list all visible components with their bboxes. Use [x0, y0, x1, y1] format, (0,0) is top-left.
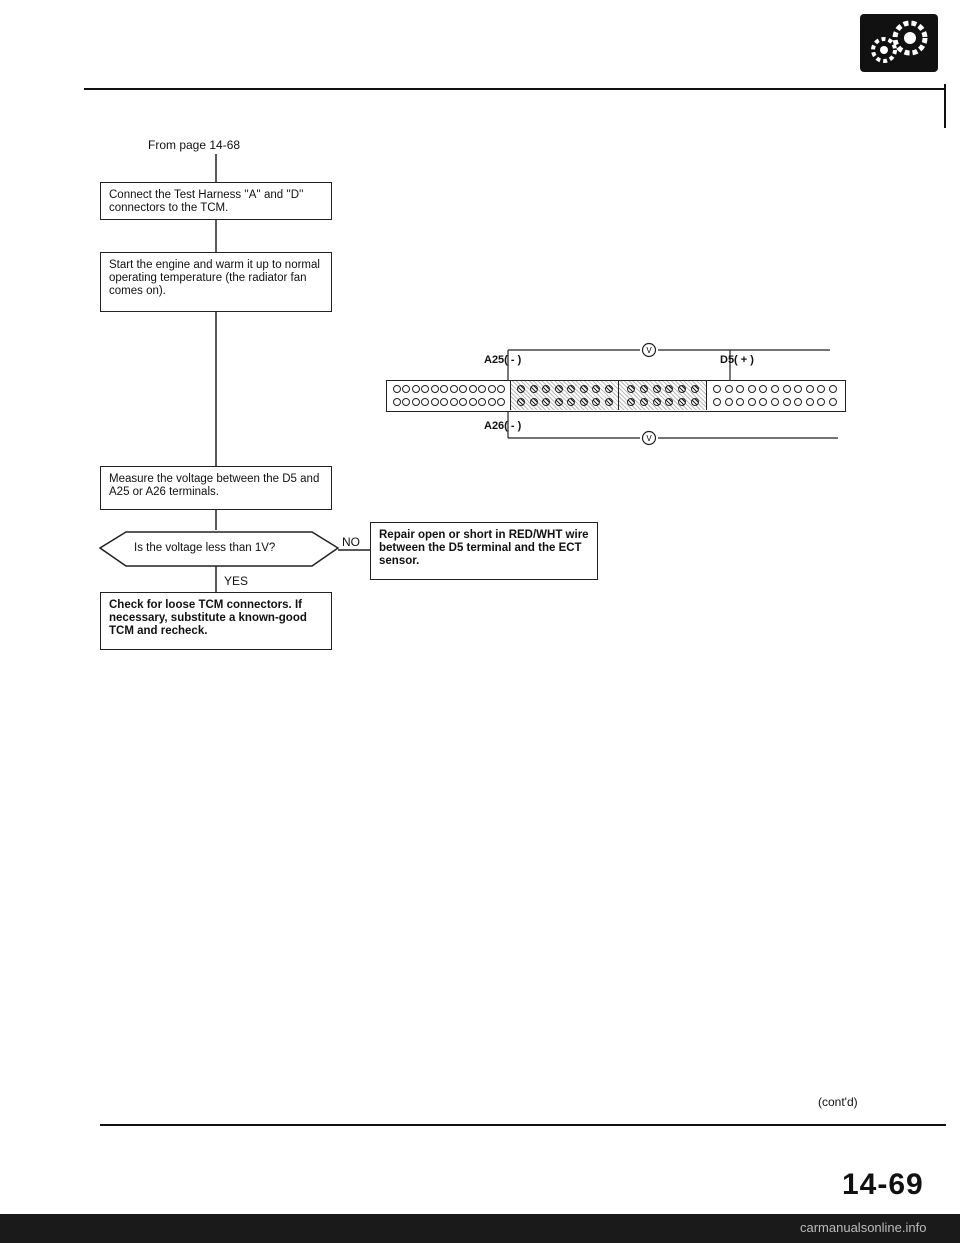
- bottom-rule: [100, 1124, 946, 1126]
- tcm-connector: [386, 380, 846, 412]
- svg-text:V: V: [646, 346, 652, 355]
- connector-section-a-right: [511, 381, 619, 410]
- contd-label: (cont'd): [818, 1095, 858, 1109]
- d5-label: D5( + ): [720, 354, 754, 366]
- step-connect-harness: Connect the Test Harness ''A'' and ''D'' connectors to the TCM.: [100, 182, 332, 220]
- watermark: carmanualsonline.info: [800, 1220, 927, 1235]
- step-measure-voltage: Measure the voltage between the D5 and A25 or A26 terminals.: [100, 466, 332, 510]
- decision-voltage: Is the voltage less than 1V?: [134, 542, 276, 554]
- svg-text:V: V: [646, 434, 652, 443]
- page-number: 14-69: [842, 1168, 924, 1201]
- voltmeter-icon-top: [641, 342, 657, 358]
- voltmeter-icon-bottom: [641, 430, 657, 446]
- a26-label: A26( - ): [484, 420, 522, 432]
- yes-label: YES: [224, 574, 249, 588]
- connector-section-d-left: [619, 381, 707, 410]
- connector-section-d-right: [707, 381, 844, 410]
- no-label: NO: [342, 535, 360, 549]
- from-page: From page 14-68: [148, 138, 241, 152]
- connector-section-a-left: [387, 381, 511, 410]
- connector-diagram: [386, 340, 846, 455]
- action-check-tcm: Check for loose TCM connectors. If necessary, substitute a known-good TCM and recheck.: [100, 592, 332, 650]
- step-warm-engine: Start the engine and warm it up to normal operating temperature (the radiator fan comes on).: [100, 252, 332, 312]
- a25-label: A25( - ): [484, 354, 522, 366]
- action-repair-wire: Repair open or short in RED/WHT wire between the D5 terminal and the ECT sensor.: [370, 522, 598, 580]
